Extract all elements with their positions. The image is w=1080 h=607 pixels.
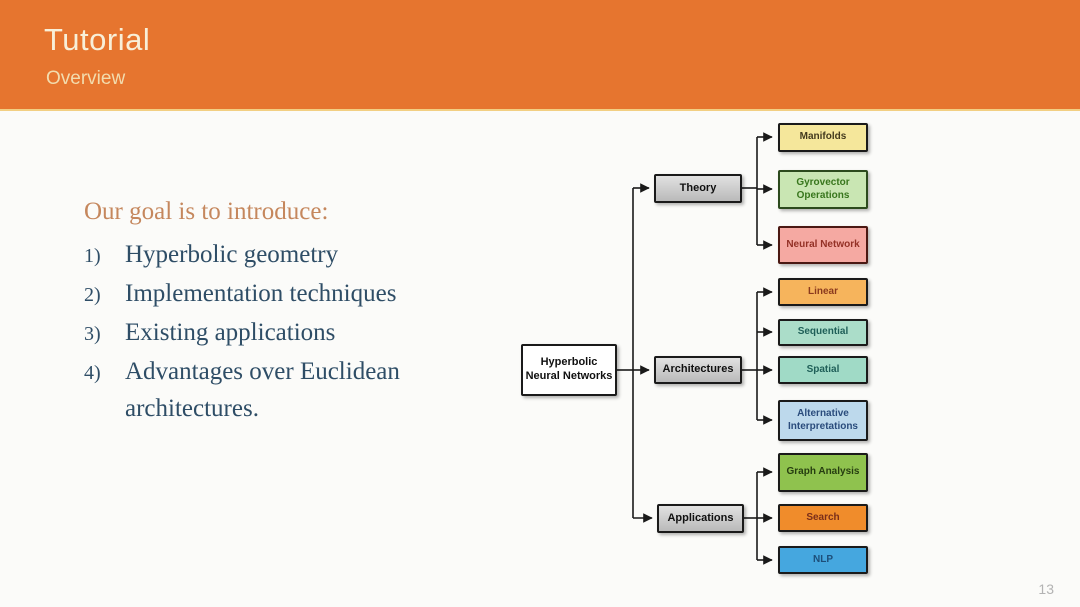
node-architectures: Architectures: [654, 356, 742, 384]
node-gyrovector: Gyrovector Operations: [778, 170, 868, 209]
node-neural: Neural Network: [778, 226, 868, 264]
node-theory: Theory: [654, 174, 742, 203]
header-band: [0, 0, 1080, 111]
node-applications: Applications: [657, 504, 744, 533]
list-item-text: Existing applications: [125, 319, 336, 346]
node-alt: Alternative Interpretations: [778, 400, 868, 441]
list-item: [84, 353, 504, 427]
list-item-number: 4): [84, 362, 101, 384]
page-subtitle: Overview: [46, 68, 126, 89]
node-root: Hyperbolic Neural Networks: [521, 344, 617, 396]
node-manifolds: Manifolds: [778, 123, 868, 152]
intro-block: [84, 197, 504, 427]
node-spatial: Spatial: [778, 356, 868, 384]
page-title: Tutorial: [44, 22, 151, 57]
intro-list: [84, 236, 504, 427]
node-linear: Linear: [778, 278, 868, 306]
list-item-number: 3): [84, 323, 101, 345]
list-item: [84, 314, 504, 353]
list-item-text: Advantages over Euclidean architectures.: [125, 358, 400, 422]
list-item-text: Implementation techniques: [125, 280, 397, 307]
intro-heading: Our goal is to introduce:: [84, 198, 329, 225]
node-search: Search: [778, 504, 868, 532]
node-sequential: Sequential: [778, 319, 868, 346]
list-item: [84, 236, 504, 275]
list-item-number: 2): [84, 284, 101, 306]
node-graph: Graph Analysis: [778, 453, 868, 492]
list-item-number: 1): [84, 245, 101, 267]
list-item: [84, 275, 504, 314]
page-number: 13: [1038, 581, 1054, 597]
list-item-text: Hyperbolic geometry: [125, 241, 339, 268]
node-nlp: NLP: [778, 546, 868, 574]
